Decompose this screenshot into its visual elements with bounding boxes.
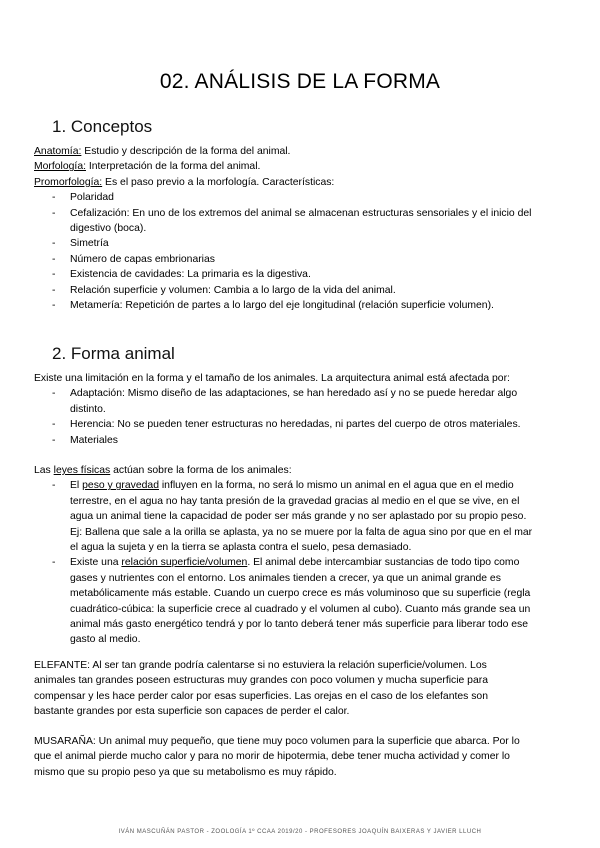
- list-item-continuation: gasto al medio.: [70, 634, 141, 646]
- definition-morfologia: [34, 159, 566, 174]
- list-item: - Polaridad: [52, 192, 114, 204]
- list-item: - Adaptación: Mismo diseño de las adaptaciones, se han heredado así y no se puede heredar algo: [52, 388, 518, 400]
- list-item: - Existencia de cavidades: La primaria es la digestiva.: [52, 269, 311, 281]
- definition-text: Es el paso previo a la morfología. Características:: [102, 176, 335, 188]
- list-item: - Materiales: [52, 434, 118, 446]
- list-item-continuation: animal más gasto energético tendrá y por lo tanto deberá tener más superficie para liberar todo ese: [70, 618, 529, 630]
- list-item-continuation: terrestre, en el agua no hay tanta presión de la gravedad gracias al medio en el que se vive, en el: [70, 495, 520, 507]
- definition-text: Interpretación de la forma del animal.: [85, 161, 261, 173]
- definition-promorfologia: [34, 175, 566, 190]
- list-item-continuation: cuadrático-cúbica: la superficie crece al cuadrado y el volumen al cubo). Cuanto más grande sea un: [70, 603, 531, 615]
- term-relacion-superficie-volumen: relación superficie/volumen: [121, 557, 248, 569]
- list-item-continuation: agua un animal tiene la capacidad de poder ser más grande y no ser aplastado por su propio peso.: [70, 511, 527, 523]
- list-item-peso-gravedad: - El peso y gravedad influyen en la forma, no será lo mismo un animal en el agua que en el medio: [52, 480, 514, 492]
- list-item: - Simetría: [52, 238, 109, 250]
- list-item-continuation: metabólicamente más estable. Cuando un cuerpo crece es más voluminoso que su superficie (regla: [70, 588, 531, 600]
- definition-anatomia: [34, 144, 566, 159]
- list-item-continuation: gases y nutrientes con el entorno. Los animales tienden a crecer, ya que un animal grande es: [70, 572, 501, 584]
- list-item-continuation: digestivo (boca).: [70, 222, 147, 234]
- term-promorfologia: Promorfología:: [34, 176, 103, 188]
- page-title: 02. ANÁLISIS DE LA FORMA: [159, 70, 441, 93]
- definition-text: Estudio y descripción de la forma del animal.: [81, 146, 291, 157]
- paragraph-musarana: MUSARAÑA: Un animal muy pequeño, que tiene muy poco volumen para la superficie que abarca. Por lo que el animal pierde mucho calor y para no morir de hipotermia, debe tener mucha actividad y comer lo mismo que su propio peso ya que su metabolismo es muy rápido.: [34, 736, 520, 778]
- term-morfologia: Morfología:: [34, 161, 86, 173]
- page-footer: IVÁN MASCUÑÁN PASTOR - ZOOLOGÍA 1º CCAA 2019/20 - PROFESORES JOAQUÍN BAIXERAS Y JAVIER LLUCH: [118, 829, 482, 835]
- term-anatomia: Anatomía:: [34, 146, 82, 157]
- paragraph-leyes: Las leyes físicas actúan sobre la forma de los animales:: [34, 465, 292, 476]
- list-item-superficie-volumen: - Existe una relación superficie/volumen. El animal debe intercambiar sustancias de todo tipo como: [52, 557, 520, 569]
- list-item: - Relación superficie y volumen: Cambia a lo largo de la vida del animal.: [52, 284, 396, 296]
- section-leyes-fisicas: [34, 463, 566, 648]
- list-item: - Número de capas embrionarias: [52, 253, 215, 265]
- term-peso-gravedad: peso y gravedad: [82, 480, 159, 492]
- list-item-continuation: Ej: Ballena que sale a la orilla se aplasta, ya no se muere por la falta de agua sino por que en el mar: [70, 526, 533, 538]
- list-item: - Cefalización: En uno de los extremos del animal se almacenan estructuras sensoriales y el inicio del: [52, 207, 532, 219]
- paragraph-intro: Existe una limitación en la forma y el tamaño de los animales. La arquitectura animal está afectada por:: [34, 373, 510, 384]
- section-heading-conceptos: 1. Conceptos: [52, 117, 153, 136]
- list-item-continuation: distinto.: [70, 403, 106, 415]
- list-item: - Herencia: No se pueden tener estructuras no heredadas, ni partes del cuerpo de otros materiales.: [52, 419, 521, 431]
- section-conceptos-body: [34, 144, 566, 313]
- section-heading-forma-animal: 2. Forma animal: [52, 344, 175, 363]
- list-item: - Metamería: Repetición de partes a lo largo del eje longitudinal (relación superficie volumen).: [52, 299, 494, 311]
- paragraph-elefante: ELEFANTE: Al ser tan grande podría calentarse si no estuviera la relación superficie/volumen. Los animales tan grandes poseen estructuras muy grandes con poco volumen y mucha superficie para compensar y les hace perder calor por esas superficies. Las orejas en el caso de los elefantes son bastante grandes por esta superficie son capaces de perder el calor.: [34, 660, 488, 718]
- section-forma-animal-body: [34, 371, 566, 448]
- term-leyes-fisicas: leyes físicas: [53, 465, 111, 476]
- list-item-continuation: el agua la sujeta y en la tierra se aplasta contra el suelo, pesa demasiado.: [70, 541, 412, 553]
